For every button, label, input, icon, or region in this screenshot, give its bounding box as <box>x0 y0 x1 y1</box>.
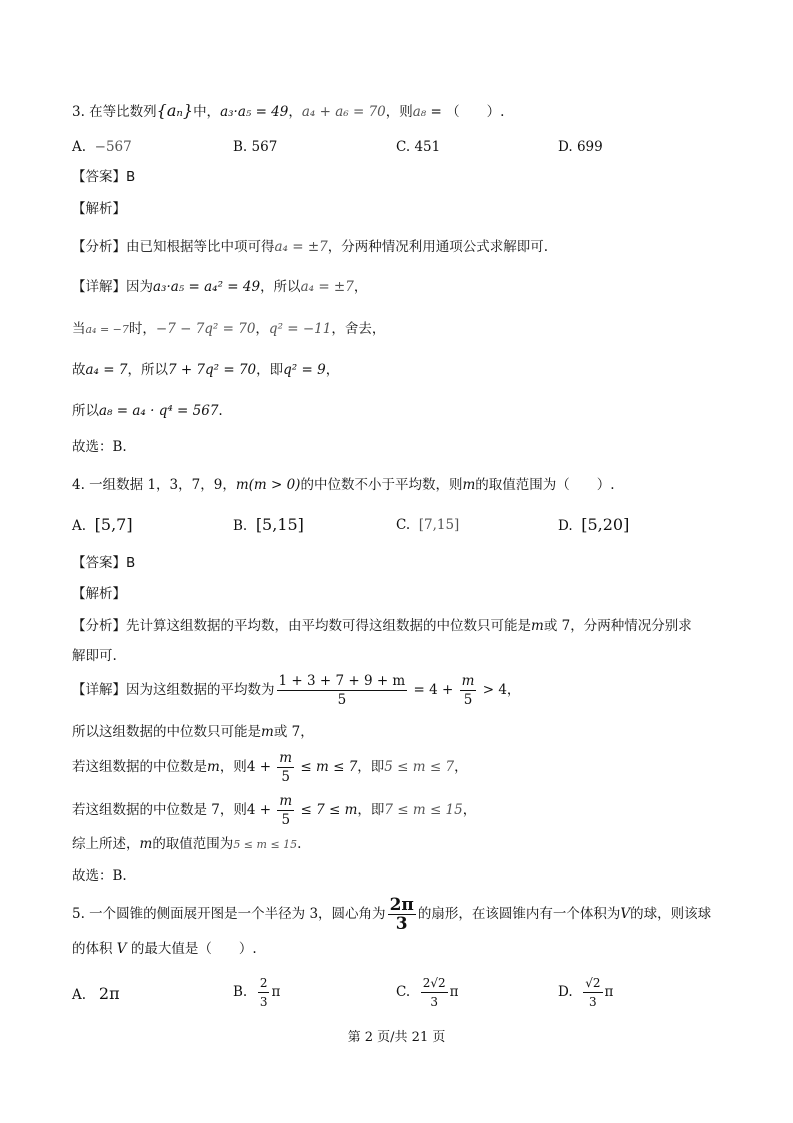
fenxi-text: 或 7，分两种情况分别求 <box>543 618 692 634</box>
detail-math: 7 ≤ m ≤ 15 <box>384 802 463 818</box>
q4-detail-1 <box>72 672 520 709</box>
fenxi-text: 先计算这组数据的平均数，由平均数可得这组数据的中位数只可能是 <box>126 618 531 634</box>
detail-text: ， <box>506 682 521 698</box>
q4-answer <box>72 553 135 573</box>
q4-stem <box>72 475 615 495</box>
q5-option-b[interactable] <box>233 974 280 1011</box>
detail-text: ，即 <box>256 362 284 378</box>
q3-analysis-tag: 【解析】 <box>72 201 126 217</box>
q4-stem-math: m(m > 0) <box>235 477 301 493</box>
detail-math: q² = 9 <box>283 362 326 378</box>
q4-option-c[interactable] <box>396 515 459 535</box>
q3-detail-4 <box>72 401 223 421</box>
option-value: −567 <box>94 139 132 155</box>
detail-text: ，所以 <box>127 362 168 378</box>
fraction-numerator: √2 <box>583 974 602 993</box>
option-value: 451 <box>414 139 441 155</box>
q3-stem <box>72 101 504 122</box>
answer-tag: 【答案】 <box>72 169 126 185</box>
detail-text: ， <box>255 321 269 337</box>
q5-option-a[interactable] <box>72 984 120 1005</box>
option-label: B. <box>233 139 248 155</box>
detail-math: m <box>261 724 274 740</box>
q4-option-b[interactable] <box>233 515 304 536</box>
detail-text: . <box>218 403 223 419</box>
q5-stem-text: 5. 一个圆锥的侧面展开图是一个半径为 3，圆心角为 <box>72 906 386 922</box>
q4-detail-4 <box>72 792 476 829</box>
fenxi-text: 由已知根据等比中项可得 <box>126 239 275 255</box>
option-label: C. <box>396 984 411 1000</box>
option-fraction <box>258 974 270 1011</box>
q4-option-d[interactable] <box>558 515 629 536</box>
q3-detail-1 <box>72 277 367 297</box>
detail-text: ，则 <box>219 759 247 775</box>
fenxi-text: ，分两种情况利用通项公式求解即可. <box>327 239 549 255</box>
detail-text: 所以 <box>72 403 99 419</box>
detail-text: 若这组数据的中位数是 <box>72 759 207 775</box>
detail-math: 7 + 7q² = 70 <box>167 362 257 378</box>
fenxi-math: a₄ = ±7 <box>274 239 328 255</box>
option-label: B. <box>233 518 248 534</box>
option-label: C. <box>396 517 411 533</box>
detail-math: a₄ = −7 <box>85 323 129 336</box>
option-value: [5,20] <box>581 515 630 534</box>
detail-text: 或 7， <box>273 724 314 740</box>
detail-math: a₃·a₅ = a₄² = 49 <box>153 279 261 295</box>
detail-tag: 【详解】 <box>72 682 126 698</box>
detail-math: 4 + <box>246 759 276 775</box>
detail-text: 所以这组数据的中位数只可能是 <box>72 724 261 740</box>
fraction-denominator: 3 <box>589 995 597 1009</box>
detail-text: ，即 <box>357 759 385 775</box>
q4-stem-text: 的中位数不小于平均数，则 <box>300 477 463 493</box>
m-over-5-fraction <box>277 749 294 786</box>
option-value: 699 <box>576 139 603 155</box>
q4-option-a[interactable] <box>72 515 133 536</box>
option-value: 2π <box>98 984 120 1003</box>
fraction-numerator: 2π <box>389 895 414 915</box>
detail-math: a₈ = a₄ · q⁴ = 567 <box>99 403 219 419</box>
q3-stem-text: 3. 在等比数列 <box>72 104 157 120</box>
fraction-denominator: 3 <box>259 995 268 1009</box>
detail-text: ， <box>462 802 477 818</box>
q5-stem <box>72 896 711 933</box>
q4-stem-text: 4. 一组数据 1，3，7，9， <box>72 477 236 493</box>
detail-text: 时， <box>128 321 156 337</box>
fraction-denominator: 3 <box>395 914 408 934</box>
option-label: A. <box>72 987 87 1003</box>
option-fraction <box>583 974 602 1011</box>
detail-math: 4 + <box>246 802 276 818</box>
option-suffix: π <box>449 984 459 1000</box>
fraction-numerator: 1 + 3 + 7 + 9 + m <box>278 673 406 689</box>
fraction-numerator: 2 <box>258 974 270 993</box>
detail-text: ， <box>454 759 468 775</box>
fraction-denominator: 5 <box>281 812 291 828</box>
detail-math: m <box>139 836 153 852</box>
q4-detail-3 <box>72 749 468 786</box>
fenxi-tag: 【分析】 <box>72 618 126 634</box>
fraction-numerator: 2√2 <box>421 974 448 993</box>
fraction-denominator: 5 <box>281 769 290 785</box>
detail-text: 因为这组数据的平均数为 <box>126 682 275 698</box>
detail-math: > 4 <box>478 682 507 698</box>
detail-text: 若这组数据的中位数是 7，则 <box>72 802 247 818</box>
option-label: D. <box>558 518 573 534</box>
option-label: B. <box>233 984 248 1000</box>
detail-math: = 4 + <box>409 682 458 698</box>
detail-text: 综上所述， <box>72 836 140 852</box>
q4-analysis-tag: 【解析】 <box>72 586 126 602</box>
fraction-denominator: 5 <box>463 692 473 708</box>
q3-stem-text: = （ ）. <box>426 104 505 120</box>
q5-option-c[interactable] <box>396 974 459 1011</box>
answer-value: B <box>126 555 136 571</box>
q3-option-b[interactable] <box>233 137 277 157</box>
option-label: D. <box>558 984 573 1000</box>
option-value: [5,7] <box>94 515 133 534</box>
detail-text: ， <box>325 362 340 378</box>
q3-target: a₈ <box>412 104 427 120</box>
detail-text: ，舍去， <box>331 321 386 337</box>
q4-detail-2 <box>72 722 314 742</box>
fraction-numerator: m <box>279 793 293 809</box>
q3-seq: {aₙ} <box>156 101 194 120</box>
option-suffix: π <box>271 984 281 1000</box>
detail-math: a₄ = 7 <box>85 362 128 378</box>
q4-fenxi-cont: 解即可. <box>72 648 117 664</box>
detail-text: 因为 <box>126 279 153 295</box>
page-footer: 第 2 页/共 21 页 <box>347 1030 446 1045</box>
fraction-numerator: m <box>461 673 475 689</box>
q3-stem-text: ，则 <box>385 104 413 120</box>
q3-detail-2 <box>72 319 385 340</box>
q3-fenxi <box>72 237 548 257</box>
option-value: 567 <box>251 139 278 155</box>
q5-stem-text: 的球，则该球 <box>630 906 712 922</box>
fenxi-tag: 【分析】 <box>72 239 126 255</box>
detail-text: 故 <box>72 362 86 378</box>
fraction-denominator: 3 <box>430 995 439 1009</box>
detail-math: a₄ = ±7 <box>300 279 354 295</box>
option-suffix: π <box>604 984 614 1000</box>
q3-cond1: a₃·a₅ = 49 <box>220 104 289 120</box>
option-value: [7,15] <box>418 517 460 533</box>
q5-option-d[interactable] <box>558 974 613 1011</box>
q5-stem-math: V <box>116 941 127 957</box>
option-value: [5,15] <box>255 515 304 534</box>
detail-math: ≤ m ≤ 7 <box>296 759 358 775</box>
answer-value: B <box>126 169 136 185</box>
q5-stem-text: 的扇形，在该圆锥内有一个体积为 <box>417 906 621 922</box>
q3-stem-text: 中， <box>193 104 221 120</box>
q3-option-d[interactable] <box>558 137 603 157</box>
detail-text: ，即 <box>357 802 385 818</box>
q4-stem-math: m <box>462 477 476 493</box>
detail-math: 5 ≤ m ≤ 7 <box>384 759 455 775</box>
option-label: A. <box>72 139 87 155</box>
detail-math: q² = −11 <box>268 321 332 337</box>
q4-stem-text: 的取值范围为（ ）. <box>475 477 615 493</box>
detail-math: 5 ≤ m ≤ 15 <box>233 838 298 851</box>
option-label: D. <box>558 139 573 155</box>
detail-text: . <box>297 836 302 852</box>
q4-detail-5 <box>72 834 301 855</box>
detail-text: ， <box>353 279 368 295</box>
option-label: A. <box>72 518 87 534</box>
fraction-denominator: 5 <box>337 692 347 708</box>
q5-stem-math: V <box>620 906 631 922</box>
m-over-5-fraction <box>460 672 477 709</box>
q3-stem-text: ， <box>288 104 302 120</box>
detail-text: 的取值范围为 <box>152 836 234 852</box>
detail-tag: 【详解】 <box>72 279 126 295</box>
q3-cond2: a₄ + a₆ = 70 <box>301 104 386 120</box>
q4-fenxi <box>72 616 692 636</box>
angle-fraction <box>388 896 416 933</box>
fenxi-math: m <box>531 618 544 634</box>
option-fraction <box>421 974 448 1011</box>
q3-option-c[interactable] <box>396 137 440 157</box>
detail-math: −7 − 7q² = 70 <box>155 321 256 337</box>
detail-text: 当 <box>72 321 86 337</box>
q5-stem-text: 的体积 <box>72 941 113 957</box>
answer-tag: 【答案】 <box>72 555 126 571</box>
m-over-5-fraction <box>277 792 294 829</box>
detail-text: ，所以 <box>260 279 301 295</box>
detail-math: m <box>207 759 220 775</box>
q4-choose: 故选：B. <box>72 868 127 884</box>
q5-stem-cont <box>72 939 257 959</box>
q3-choose: 故选：B. <box>72 439 127 455</box>
option-label: C. <box>396 139 411 155</box>
mean-fraction <box>277 672 408 709</box>
q3-answer <box>72 167 135 187</box>
q3-detail-3 <box>72 360 339 380</box>
detail-math: ≤ 7 ≤ m <box>296 802 358 818</box>
q5-stem-text: 的最大值是（ ）. <box>130 941 257 957</box>
q3-option-a[interactable] <box>72 137 132 157</box>
fraction-numerator: m <box>279 750 293 766</box>
